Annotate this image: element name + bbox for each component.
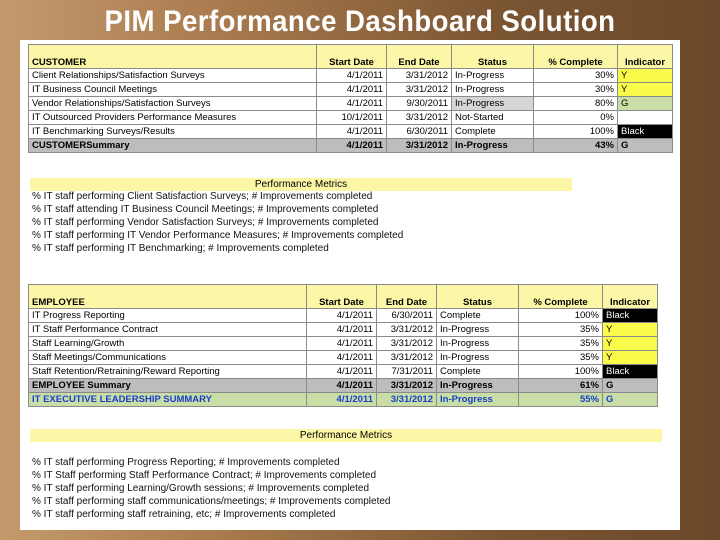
table-row — [29, 309, 658, 323]
row-start: 4/1/2011 — [317, 69, 387, 83]
row-start: 4/1/2011 — [307, 309, 377, 323]
table-row — [29, 69, 673, 83]
dashboard-sheet — [20, 40, 680, 530]
row-start: 10/1/2011 — [317, 111, 387, 125]
row-name: CUSTOMERSummary — [29, 139, 317, 153]
row-start: 4/1/2011 — [307, 393, 377, 407]
row-end: 9/30/2011 — [387, 97, 452, 111]
row-percent: 43% — [534, 139, 618, 153]
row-name: EMPLOYEE Summary — [29, 379, 307, 393]
row-status: Complete — [437, 365, 519, 379]
row-start: 4/1/2011 — [307, 379, 377, 393]
row-end: 6/30/2011 — [377, 309, 437, 323]
row-name: IT Business Council Meetings — [29, 83, 317, 97]
row-start: 4/1/2011 — [307, 323, 377, 337]
employee-summary-row — [29, 379, 658, 393]
row-indicator: Y — [603, 337, 658, 351]
row-end: 3/31/2012 — [387, 139, 452, 153]
row-name: Staff Meetings/Communications — [29, 351, 307, 365]
end-date-header: End Date — [377, 285, 437, 309]
row-start: 4/1/2011 — [317, 125, 387, 139]
row-end: 6/30/2011 — [387, 125, 452, 139]
employee-table — [28, 284, 658, 407]
table-row — [29, 351, 658, 365]
indicator-header: Indicator — [603, 285, 658, 309]
row-percent: 0% — [534, 111, 618, 125]
row-end: 3/31/2012 — [377, 337, 437, 351]
metric-item: % IT staff performing IT Benchmarking; # Improvements completed — [32, 243, 329, 254]
row-status: In-Progress — [452, 83, 534, 97]
row-end: 3/31/2012 — [377, 351, 437, 365]
row-start: 4/1/2011 — [317, 97, 387, 111]
customer-header-row — [29, 45, 673, 69]
row-status: Complete — [452, 125, 534, 139]
row-indicator: G — [618, 97, 673, 111]
row-status: In-Progress — [452, 139, 534, 153]
row-name: IT Staff Performance Contract — [29, 323, 307, 337]
percent-complete-header: % Complete — [534, 45, 618, 69]
percent-complete-header: % Complete — [519, 285, 603, 309]
row-end: 3/31/2012 — [377, 379, 437, 393]
table-row — [29, 97, 673, 111]
row-end: 3/31/2012 — [387, 83, 452, 97]
row-status: In-Progress — [437, 337, 519, 351]
row-percent: 80% — [534, 97, 618, 111]
metric-item: % IT staff performing staff communications/meetings; # Improvements completed — [32, 496, 391, 507]
row-status: In-Progress — [437, 351, 519, 365]
row-name: IT Progress Reporting — [29, 309, 307, 323]
customer-table — [28, 44, 673, 153]
row-status: In-Progress — [437, 379, 519, 393]
row-start: 4/1/2011 — [317, 83, 387, 97]
table-row — [29, 323, 658, 337]
row-indicator: Y — [618, 69, 673, 83]
row-percent: 35% — [519, 351, 603, 365]
row-status: Complete — [437, 309, 519, 323]
row-indicator: Y — [603, 351, 658, 365]
row-name: IT Outsourced Providers Performance Measures — [29, 111, 317, 125]
row-indicator: Y — [618, 83, 673, 97]
row-status: In-Progress — [452, 97, 534, 111]
metric-item: % IT staff performing Vendor Satisfaction Surveys; # Improvements completed — [32, 217, 379, 228]
metric-item: % IT staff attending IT Business Council Meetings; # Improvements completed — [32, 204, 379, 215]
metric-item: % IT staff performing staff retraining, etc; # Improvements completed — [32, 509, 336, 520]
customer-header: CUSTOMER — [29, 45, 317, 69]
row-end: 7/31/2011 — [377, 365, 437, 379]
row-start: 4/1/2011 — [317, 139, 387, 153]
metric-item: % IT staff performing Client Satisfaction Surveys; # Improvements completed — [32, 191, 373, 202]
row-indicator: Black — [603, 309, 658, 323]
row-percent: 61% — [519, 379, 603, 393]
employee-header: EMPLOYEE — [29, 285, 307, 309]
row-status: Not-Started — [452, 111, 534, 125]
metrics-title-employee: Performance Metrics — [30, 429, 662, 442]
row-start: 4/1/2011 — [307, 365, 377, 379]
row-status: In-Progress — [437, 323, 519, 337]
status-header: Status — [437, 285, 519, 309]
row-indicator: Black — [618, 125, 673, 139]
start-date-header: Start Date — [317, 45, 387, 69]
row-indicator: G — [603, 393, 658, 407]
table-row — [29, 111, 673, 125]
status-header: Status — [452, 45, 534, 69]
row-indicator: Black — [603, 365, 658, 379]
row-percent: 35% — [519, 323, 603, 337]
row-percent: 100% — [519, 309, 603, 323]
row-end: 3/31/2012 — [377, 323, 437, 337]
row-indicator: G — [618, 139, 673, 153]
row-percent: 30% — [534, 83, 618, 97]
metric-item: % IT staff performing Learning/Growth sessions; # Improvements completed — [32, 483, 370, 494]
row-end: 3/31/2012 — [387, 111, 452, 125]
row-percent: 100% — [534, 125, 618, 139]
row-percent: 30% — [534, 69, 618, 83]
row-percent: 100% — [519, 365, 603, 379]
row-end: 3/31/2012 — [377, 393, 437, 407]
row-indicator — [618, 111, 673, 125]
row-status: In-Progress — [452, 69, 534, 83]
row-name: IT Benchmarking Surveys/Results — [29, 125, 317, 139]
row-indicator: Y — [603, 323, 658, 337]
executive-summary-row — [29, 393, 658, 407]
table-row — [29, 125, 673, 139]
row-status: In-Progress — [437, 393, 519, 407]
metric-item: % IT staff performing IT Vendor Performance Measures; # Improvements completed — [32, 230, 404, 241]
row-indicator: G — [603, 379, 658, 393]
metric-item: % IT staff performing Progress Reporting; # Improvements completed — [32, 457, 340, 468]
row-percent: 35% — [519, 337, 603, 351]
metrics-title-customer: Performance Metrics — [30, 178, 572, 191]
slide-title: PIM Performance Dashboard Solution — [104, 5, 616, 38]
row-name: Staff Retention/Retraining/Reward Reporting — [29, 365, 307, 379]
table-row — [29, 337, 658, 351]
row-name: Client Relationships/Satisfaction Surveys — [29, 69, 317, 83]
row-name: IT EXECUTIVE LEADERSHIP SUMMARY — [29, 393, 307, 407]
start-date-header: Start Date — [307, 285, 377, 309]
row-start: 4/1/2011 — [307, 337, 377, 351]
metric-item: % IT Staff performing Staff Performance Contract; # Improvements completed — [32, 470, 377, 481]
row-percent: 55% — [519, 393, 603, 407]
table-row — [29, 365, 658, 379]
employee-header-row — [29, 285, 658, 309]
row-name: Vendor Relationships/Satisfaction Surveys — [29, 97, 317, 111]
table-row — [29, 83, 673, 97]
end-date-header: End Date — [387, 45, 452, 69]
row-name: Staff Learning/Growth — [29, 337, 307, 351]
row-end: 3/31/2012 — [387, 69, 452, 83]
indicator-header: Indicator — [618, 45, 673, 69]
customer-summary-row — [29, 139, 673, 153]
row-start: 4/1/2011 — [307, 351, 377, 365]
